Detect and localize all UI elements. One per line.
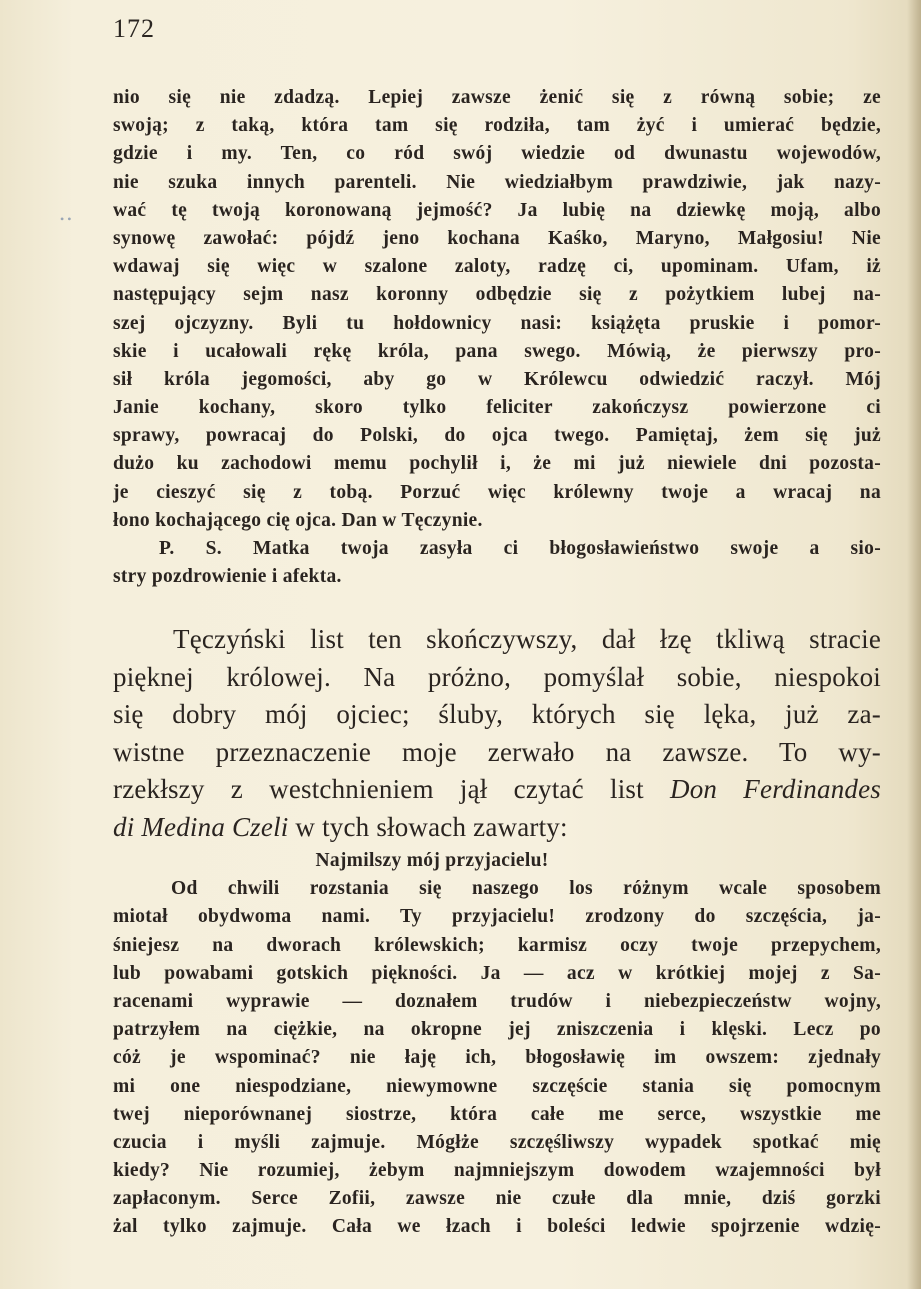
page-number: 172 <box>113 14 155 43</box>
text-segment: w tych słowach zawarty: <box>288 811 568 842</box>
text-line: sił króla jegomości, aby go w Królewcu odwiedzić raczył. Mój <box>113 368 881 390</box>
text-line: twej nieporównanej siostrze, która całe me serce, wszystkie me <box>113 1103 881 1125</box>
text-line: gdzie i my. Ten, co ród swój wiedzie od dwunastu wojewodów, <box>113 143 881 165</box>
text-line: dużo ku zachodowi memu pochylił i, że mi już niewiele dni pozosta- <box>113 453 881 475</box>
text-line: synowę zawołać: pójdź jeno kochana Kaśko, Maryno, Małgosiu! Nie <box>113 227 881 249</box>
text-line: zapłaconym. Serce Zofii, zawsze nie czułe dla mnie, dziś gorzki <box>113 1188 881 1210</box>
text-line: czucia i myśli zajmuje. Mógłże szczęśliwszy wypadek spotkać mię <box>113 1131 881 1153</box>
text-line: łono kochającego cię ojca. Dan w Tęczynie. <box>113 509 483 531</box>
text-line: nie szuka innych parenteli. Nie wiedziałbym prawdziwie, jak nazy- <box>113 171 881 193</box>
text-line: się dobry mój ojciec; śluby, których się lęka, już za- <box>113 699 881 730</box>
text-line: lub powabami gotskich piękności. Ja — acz w krótkiej mojej z Sa- <box>113 962 881 984</box>
italic-name: di Medina Czeli <box>113 811 289 842</box>
text-line: śniejesz na dworach królewskich; karmisz oczy twoje przepychem, <box>113 934 881 956</box>
narrative-paragraph <box>113 621 881 847</box>
text-line-with-italic <box>113 809 881 847</box>
text-line-with-italic <box>113 771 881 809</box>
text-line: cóż je wspominać? nie łaję ich, błogosławię im owszem: zjednały <box>113 1047 881 1069</box>
italic-name: Don Ferdinandes <box>670 774 881 805</box>
page-edge-shadow <box>907 0 921 1289</box>
text-line: wdawaj się więc w szalone zaloty, radzę ci, upominam. Ufam, iż <box>113 256 881 278</box>
text-line: swoją; z taką, która tam się rodziła, tam żyć i umierać będzie, <box>113 115 881 137</box>
text-line: pięknej królowej. Na próżno, pomyślał sobie, niespokoi <box>113 661 881 692</box>
letter-from-don-ferdinandes <box>113 847 881 1242</box>
postscript-line: stry pozdrowienie i afekta. <box>113 566 342 588</box>
text-line: żal tylko zajmuje. Cała we łzach i boleści ledwie spojrzenie wdzię- <box>113 1216 881 1238</box>
text-line: miotał obydwoma nami. Ty przyjacielu! zrodzony do szczęścia, ja- <box>113 906 881 928</box>
margin-mark: • • <box>60 212 72 226</box>
text-line: skie i ucałowali rękę króla, pana swego. Mówią, że pierwszy pro- <box>113 340 881 362</box>
text-line: wistne przeznaczenie moje zerwało na zawsze. To wy- <box>113 736 881 767</box>
postscript-line: P. S. Matka twoja zasyła ci błogosławieństwo swoje a sio- <box>159 538 881 559</box>
letter-from-father <box>113 84 881 591</box>
text-line: sprawy, powracaj do Polski, do ojca twego. Pamiętaj, żem się już <box>113 425 881 447</box>
text-line: szej ojczyzny. Byli tu hołdownicy nasi: książęta pruskie i pomor- <box>113 312 881 334</box>
text-line: następujący sejm nasz koronny odbędzie się z pożytkiem lubej na- <box>113 284 881 306</box>
text-line: nio się nie zdadzą. Lepiej zawsze żenić się z równą sobie; ze <box>113 87 881 108</box>
text-line: Tęczyński list ten skończywszy, dał łzę tkliwą stracie <box>173 624 881 654</box>
text-line: wać tę twoją koronowaną jejmość? Ja lubię na dziewkę moją, albo <box>113 199 881 221</box>
text-line: Janie kochany, skoro tylko feliciter zakończysz powierzone ci <box>113 397 881 419</box>
text-line: kiedy? Nie rozumiej, żebym najmniejszym dowodem wzajemności był <box>113 1160 881 1182</box>
letter-salutation: Najmilszy mój przyjacielu! <box>315 850 549 871</box>
text-line: mi one niespodziane, niewymowne szczęście stania się pomocnym <box>113 1075 881 1097</box>
text-line: patrzyłem na ciężkie, na okropne jej zniszczenia i klęski. Lecz po <box>113 1019 881 1041</box>
text-segment: rzekłszy z westchnieniem jął czytać list <box>113 774 644 805</box>
text-line: racenami wyprawie — doznałem trudów i niebezpieczeństw wojny, <box>113 990 881 1012</box>
text-line: je cieszyć się z tobą. Porzuć więc królewny twoje a wracaj na <box>113 481 881 503</box>
text-line: Od chwili rozstania się naszego los różnym wcale sposobem <box>171 878 881 900</box>
